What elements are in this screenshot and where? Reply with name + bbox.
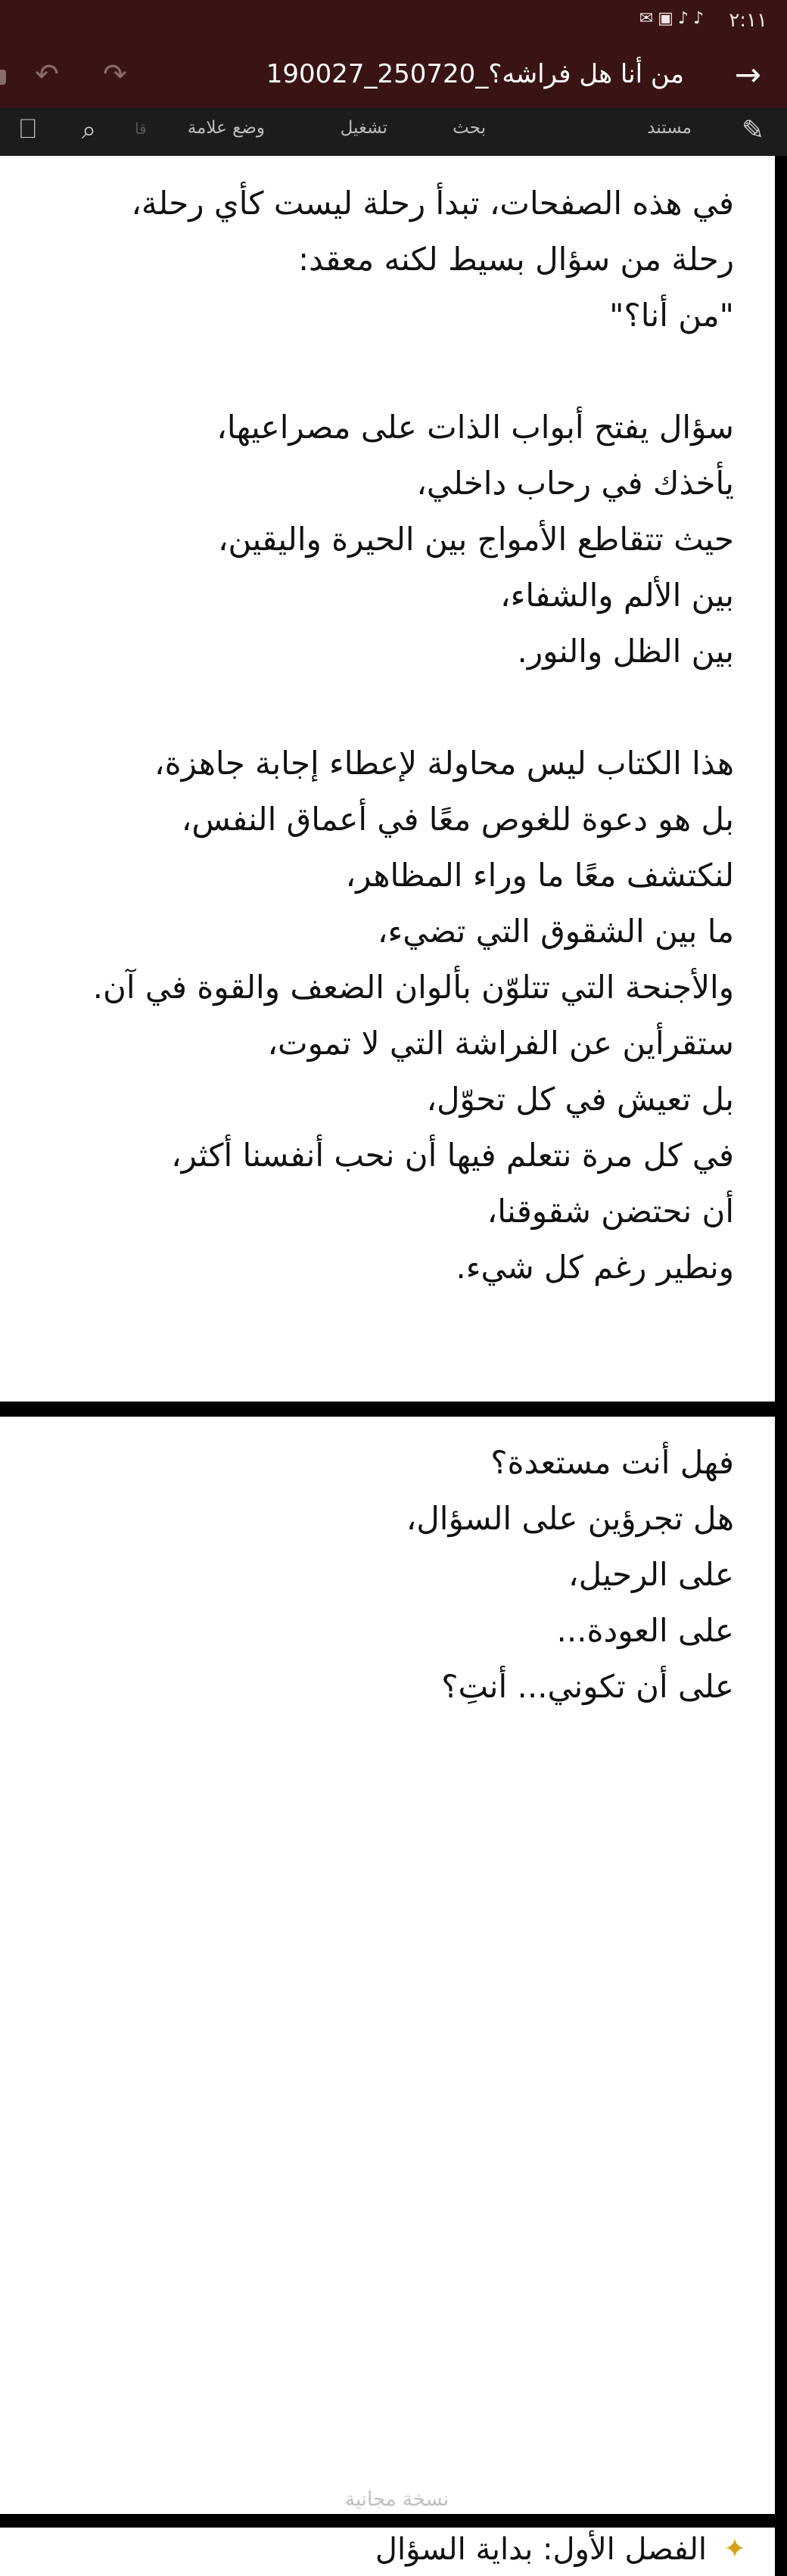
toolbar	[0, 107, 787, 156]
notification-icons: ✉▣♪♪	[639, 9, 708, 28]
text-line: ونطير رغم كل شيء.	[456, 1249, 734, 1286]
text-line: بين الظل والنور.	[517, 633, 734, 670]
text-line: على الرحيل،	[568, 1556, 734, 1593]
text-line: لنكتشف معًا ما وراء المظاهر،	[345, 857, 734, 894]
back-arrow-icon[interactable]: →	[734, 56, 761, 93]
tool-search[interactable]: بحث	[453, 118, 486, 138]
text-line: على أن تكوني... أنتِ؟	[441, 1668, 734, 1705]
text-line: "من أنا؟"	[609, 297, 734, 334]
tool-play[interactable]: تشغيل	[340, 118, 387, 138]
scrollbar-track[interactable]	[775, 156, 787, 2576]
text-line: بين الألم والشفاء،	[500, 577, 734, 614]
text-line: ما بين الشقوق التي تضيء،	[377, 913, 734, 950]
text-line: على العودة...	[556, 1612, 734, 1649]
status-bar	[0, 0, 787, 42]
document-page-2	[0, 1417, 775, 2514]
text-line: أن نحتضن شقوقنا،	[487, 1193, 734, 1230]
title-bar	[0, 42, 787, 107]
text-line: حيث تتقاطع الأمواج بين الحيرة واليقين،	[217, 521, 734, 558]
text-line: رحلة من سؤال بسيط لكنه معقد:	[297, 241, 734, 278]
status-time: ٢:١١	[729, 9, 767, 32]
text-line: ستقرأين عن الفراشة التي لا تموت،	[267, 1025, 734, 1062]
page-3-heading: الفصل الأول: بداية السؤال	[375, 2532, 707, 2567]
text-line: في هذه الصفحات، تبدأ رحلة ليست كأي رحلة،	[131, 185, 734, 222]
text-line: في كل مرة نتعلم فيها أن نحب أنفسنا أكثر،	[171, 1137, 734, 1174]
watermark: نسخة مجانية	[345, 2488, 449, 2511]
edge-handle[interactable]	[0, 70, 6, 85]
text-line: هل تجرؤين على السؤال،	[406, 1500, 734, 1537]
blank-line	[93, 680, 734, 736]
blank-line	[93, 344, 734, 400]
text-line: بل هو دعوة للغوص معًا في أعماق النفس،	[181, 801, 734, 838]
text-line: والأجنحة التي تتلوّن بألوان الضعف والقوة في آن.	[92, 969, 734, 1006]
edit-pen-icon[interactable]: ✎	[741, 115, 764, 146]
tool-bookmark-mode[interactable]: وضع علامة	[187, 118, 265, 138]
sparkle-icon: ✦	[723, 2534, 746, 2565]
text-line: فهل أنت مستعدة؟	[490, 1444, 734, 1481]
text-line: يأخذك في رحاب داخلي،	[416, 465, 734, 502]
document-page-1	[0, 156, 775, 1402]
page-2-text	[406, 1435, 734, 1715]
text-line: سؤال يفتح أبواب الذات على مصراعيها،	[216, 409, 734, 446]
page-1-text	[93, 176, 734, 1296]
undo-icon[interactable]: ↶	[35, 58, 59, 91]
text-line: بل تعيش في كل تحوّل،	[426, 1081, 734, 1118]
search-icon[interactable]: ⌕	[82, 115, 97, 145]
redo-icon[interactable]: ↷	[103, 58, 127, 91]
bookmark-icon[interactable]: ⎕	[20, 114, 36, 145]
text-line: هذا الكتاب ليس محاولة لإعطاء إجابة جاهزة،	[154, 745, 734, 782]
tool-document[interactable]: مستند	[647, 118, 692, 138]
document-title: من أنا هل فراشه؟_250720_190027	[266, 59, 684, 89]
tool-faded[interactable]: قا	[135, 120, 147, 138]
